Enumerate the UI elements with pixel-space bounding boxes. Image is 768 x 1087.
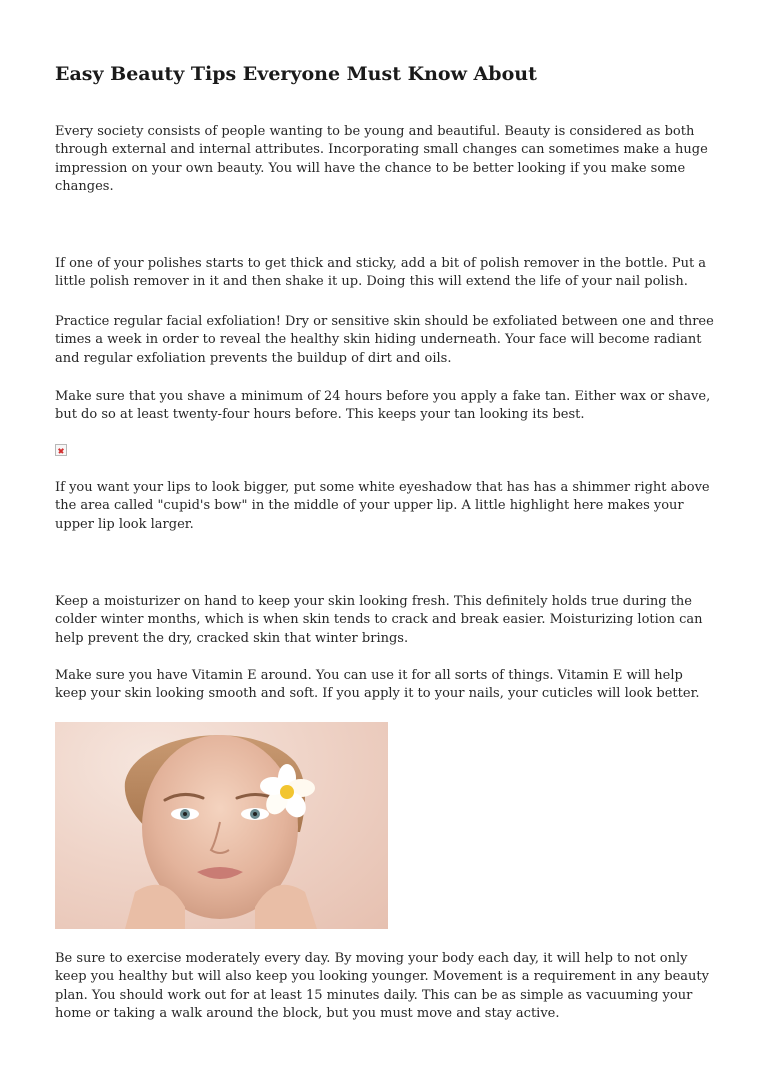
paragraph-fake-tan: Make sure that you shave a minimum of 24 hours before you apply a fake tan. Either wax or shave, but do so at least twenty-four hours before. This keeps your tan looking its best.: [55, 389, 711, 423]
paragraph-nail-polish: If one of your polishes starts to get thick and sticky, add a bit of polish remover in the bottle. Put a little polish remover in it and then shake it up. Doing this will extend the life of your nail polish.: [55, 256, 707, 290]
paragraph-exfoliation: Practice regular facial exfoliation! Dry or sensitive skin should be exfoliated between one and three times a week in order to reveal the healthy skin hiding underneath. Your face will become radiant and regular exfoliation prevents the buildup of dirt and oils.: [55, 314, 714, 366]
paragraph-moisturizer: Keep a moisturizer on hand to keep your skin looking fresh. This definitely holds true during the colder winter months, which is when skin tends to crack and break easier. Moisturizing lotion can help prevent the dry, cracked skin that winter brings.: [55, 594, 703, 646]
paragraph-vitamin-e: Make sure you have Vitamin E around. You can use it for all sorts of things. Vitamin E will help keep your skin looking smooth and soft. If you apply it to your nails, your cuticles will look better.: [55, 668, 700, 702]
paragraph-lips: If you want your lips to look bigger, put some white eyeshadow that has has a shimmer right above the area called "cupid's bow" in the middle of your upper lip. A little highlight here makes your upper lip look larger.: [55, 480, 710, 532]
woman-face-illustration: [55, 722, 388, 929]
broken-image-icon: [55, 444, 67, 456]
woman-face-photo: [55, 722, 388, 929]
paragraph-exercise: Be sure to exercise moderately every day. By moving your body each day, it will help to not only keep you healthy but will also keep you looking younger. Movement is a requirement in any beauty plan. You should work out for at least 15 minutes daily. This can be as simple as vacuuming your home or taking a walk around the block, but you must move and stay active.: [55, 951, 709, 1022]
paragraph-intro: Every society consists of people wanting to be young and beautiful. Beauty is considered as both through external and internal attributes. Incorporating small changes can sometimes make a huge impression on your own beauty. You will have the chance to be better looking if you make some changes.: [55, 124, 708, 195]
page-title: Easy Beauty Tips Everyone Must Know About: [55, 63, 537, 85]
